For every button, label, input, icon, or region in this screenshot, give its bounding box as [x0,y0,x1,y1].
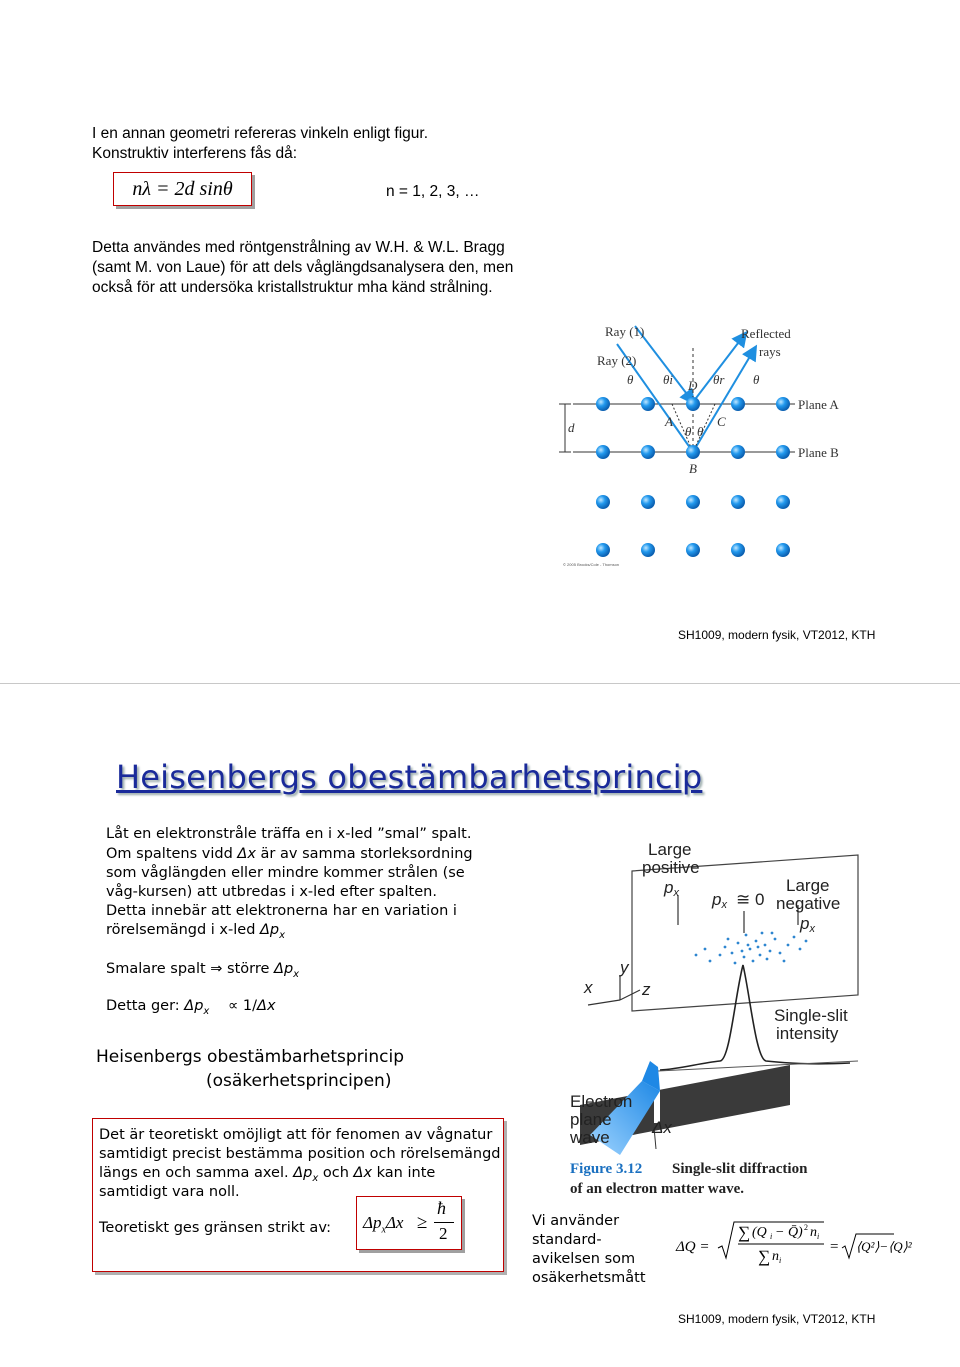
theta-i-label: θi [663,372,673,387]
p-line-5: Detta innebär att elektronerna har en variation i [106,903,457,919]
b-point-label: B [689,461,697,476]
p-line-3: som våglängden eller mindre kommer strålen (se [106,865,465,881]
standard-deviation-formula [676,1218,912,1274]
figure-copyright: © 2005 Brooks/Cole - Thomson [563,562,620,567]
reflected-label-2: rays [759,344,781,359]
heisenberg-heading-2: (osäkerhetsprincipen) [206,1071,392,1091]
svg-text:Single-slit: Single-slit [774,1006,848,1025]
box-line-4: samtidigt vara noll. [99,1184,240,1200]
p-line-2: Om spaltens vidd Δx är av samma storleksordning [106,846,473,862]
svg-text:n: n [810,1225,817,1240]
plane-b-label: Plane B [798,445,839,460]
svg-text:negative: negative [776,894,841,913]
svg-text:intensity: intensity [776,1024,839,1043]
para-line-2: (samt M. von Laue) för att dels våglängdsanalysera den, men [92,259,514,276]
plane-a-label: Plane A [798,397,839,412]
svg-text:∑: ∑ [758,1247,771,1266]
we-use-line-4: osäkerhetsmått [532,1270,646,1286]
single-slit-figure [560,815,872,1205]
we-use-line-3: avikelsen som [532,1251,636,1267]
box-line-2: samtidigt precist bestämma position och rörelsemängd [99,1146,501,1162]
p-line-4: våg-kursen) att utbredas i x-led efter spalten. [106,884,437,900]
box-line-1: Det är teoretiskt omöjligt att för fenomen av vågnatur [99,1127,493,1143]
svg-text:i: i [817,1232,820,1241]
svg-text:wave: wave [570,1128,610,1147]
svg-text:px: px [664,878,679,899]
svg-text:Single-slit diffraction: Single-slit diffraction [672,1161,808,1177]
svg-text:=: = [830,1239,839,1255]
ray-1-reflected [693,334,745,402]
fraction-bar [434,1222,454,1223]
svg-text:Large: Large [786,876,830,895]
svg-text:Large: Large [648,840,692,859]
svg-text:of an electron matter wave.: of an electron matter wave. [570,1181,744,1197]
box-line-3: längs en och samma axel. $\Delta p_x$ och Δx kan inte [99,1165,436,1184]
proportional-symbol: ∝ [227,998,239,1014]
svg-text:≅ 0: ≅ 0 [736,890,765,909]
svg-text:Figure 3.12: Figure 3.12 [570,1161,643,1177]
svg-text:i: i [770,1232,773,1241]
svg-text:ΔQ =: ΔQ = [676,1239,710,1255]
bragg-formula: nλ = 2d sinθ [132,178,233,200]
svg-text:Electron: Electron [570,1092,633,1111]
svg-text:z: z [642,980,651,999]
ray-2-label: Ray (2) [597,353,637,368]
denominator-two: 2 [439,1224,448,1243]
x-axis [588,1000,620,1005]
svg-text:(Q: (Q [752,1225,767,1240]
page-divider [0,683,960,684]
bragg-formula-box [113,172,252,206]
smaller-slit-line: Smalare spalt ⇒ större $\Delta p_x$ [106,961,300,980]
slide2-footer: SH1009, modern fysik, VT2012, KTH [678,1312,876,1326]
svg-text:2: 2 [804,1223,808,1232]
proportional-line: Detta ger: $\Delta p_x \propto 1/\Delta x$ [106,998,276,1017]
p-line-1: Låt en elektronstråle träffa en i x-led ”smal” spalt. [106,826,472,842]
svg-text:⟨Q²⟩−⟨Q⟩²: ⟨Q²⟩−⟨Q⟩² [856,1239,912,1254]
implies-symbol: ⇒ [210,961,223,977]
heisenberg-heading-1: Heisenbergs obestämbarhetsprincip [96,1047,404,1067]
svg-text:px: px [800,914,815,935]
a-point-label: A [665,414,673,429]
svg-text:n: n [772,1249,779,1264]
svg-text:px: px [712,890,727,911]
d-point-label: D [688,378,698,393]
reflected-label-1: Reflected [741,326,791,341]
svg-text:plane: plane [570,1110,612,1129]
ray-1-label: Ray (1) [605,324,645,339]
svg-text:θ: θ [753,372,760,387]
slide2-title: Heisenbergs obestämbarhetsprincip [116,758,703,796]
we-use-line-2: standard- [532,1232,602,1248]
svg-text:∑: ∑ [738,1223,751,1242]
svg-text:y: y [620,958,629,977]
svg-text:positive: positive [642,858,700,877]
theta-r-label: θr [713,372,725,387]
we-use-line-1: Vi använder [532,1213,620,1229]
d-label: d [568,420,575,435]
bragg-diffraction-figure [555,318,855,570]
svg-text:θ: θ [697,424,704,439]
intro-line-1: I en annan geometri refereras vinkeln enligt figur. [92,125,429,142]
uncertainty-lhs: $\Delta p_x\Delta x$ [363,1213,404,1236]
para-line-3: också för att undersöka kristallstruktur mha känd strålning. [92,279,493,296]
svg-text:x: x [584,978,593,997]
uncertainty-formula-box [356,1196,462,1250]
svg-text:Δx: Δx [652,1118,672,1137]
slide1-footer: SH1009, modern fysik, VT2012, KTH [678,628,876,642]
p-line-6: rörelsemängd i x-led $\Delta p_x$ [106,922,286,941]
svg-text:− Q̄): − Q̄) [775,1225,803,1240]
geq-symbol: ≥ [417,1212,428,1233]
svg-text:θ: θ [627,372,634,387]
svg-text:θ: θ [685,424,692,439]
c-point-label: C [717,414,726,429]
svg-text:i: i [779,1256,782,1265]
n-values: n = 1, 2, 3, … [386,183,480,200]
intro-line-2: Konstruktiv interferens fås då: [92,145,298,162]
hbar-symbol: ħ [437,1198,446,1218]
limit-text: Teoretiskt ges gränsen strikt av: [99,1220,331,1236]
para-line-1: Detta användes med röntgenstrålning av W.H. & W.L. Bragg [92,239,505,256]
